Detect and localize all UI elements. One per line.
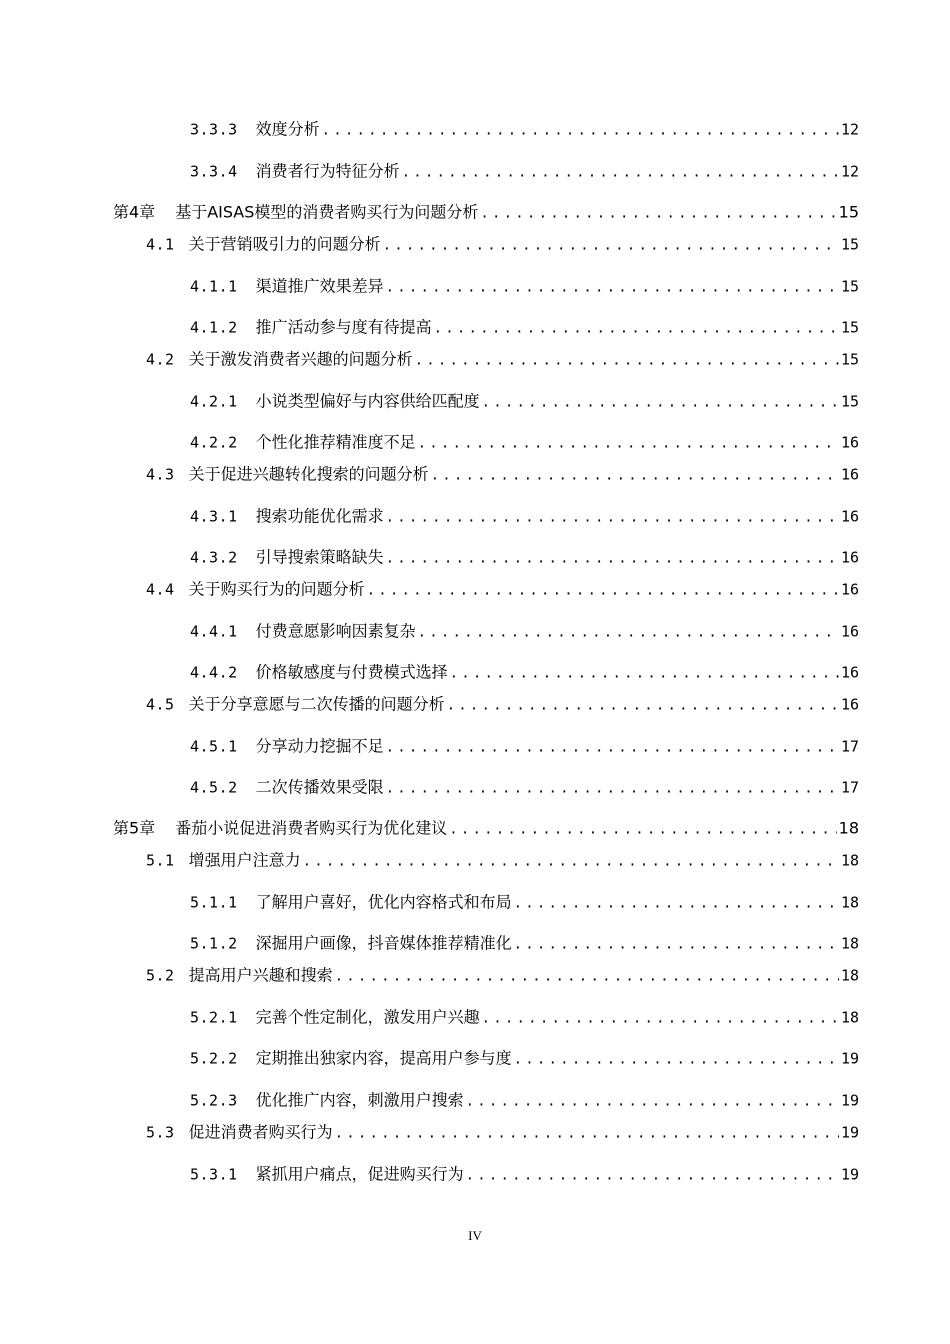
toc-entry-page-number: 18	[838, 818, 859, 838]
dot-leader	[386, 738, 839, 758]
toc-subsection-entry[interactable]	[190, 277, 859, 298]
toc-entry-number: 3.3.4	[190, 162, 238, 181]
toc-entry-page-number: 18	[840, 893, 859, 912]
dot-leader	[335, 967, 839, 987]
toc-chapter-entry[interactable]	[113, 819, 859, 840]
dot-leader	[386, 278, 839, 298]
dot-leader	[450, 664, 839, 684]
toc-subsection-entry[interactable]	[190, 162, 859, 183]
toc-entry-title: 分享动力挖掘不足	[255, 736, 384, 756]
toc-entry-number: 5.3.1	[190, 1165, 238, 1184]
toc-subsection-entry[interactable]	[190, 392, 859, 413]
toc-entry-title: 推广活动参与度有待提高	[255, 317, 432, 337]
toc-subsection-entry[interactable]	[190, 622, 859, 643]
toc-entry-number: 5.1.1	[190, 893, 238, 912]
dot-leader	[482, 393, 839, 413]
toc-entry-number: 4.5	[146, 695, 175, 714]
dot-leader	[466, 1166, 839, 1186]
toc-entry-page-number: 16	[840, 548, 859, 567]
toc-entry-title: 紧抓用户痛点，促进购买行为	[255, 1164, 464, 1184]
toc-entry-page-number: 19	[840, 1165, 859, 1184]
toc-entry-title: 关于促进兴趣转化搜索的问题分析	[188, 464, 429, 484]
toc-entry-title: 关于激发消费者兴趣的问题分析	[188, 349, 413, 369]
toc-subsection-entry[interactable]	[190, 737, 859, 758]
toc-entry-page-number: 16	[840, 580, 859, 599]
toc-entry-number: 第4章	[113, 202, 156, 222]
toc-entry-page-number: 18	[840, 1008, 859, 1027]
toc-entry-number: 4.2.1	[190, 392, 238, 411]
dot-leader	[386, 779, 839, 799]
dot-leader	[335, 1124, 839, 1144]
dot-leader	[383, 236, 839, 256]
toc-entry-title: 渠道推广效果差异	[255, 276, 384, 296]
toc-subsection-entry[interactable]	[190, 507, 859, 528]
toc-entry-page-number: 15	[840, 235, 859, 254]
toc-entry-page-number: 15	[840, 277, 859, 296]
toc-entry-page-number: 16	[840, 433, 859, 452]
dot-leader	[322, 121, 839, 141]
toc-entry-title: 提高用户兴趣和搜索	[188, 965, 333, 985]
toc-entry-title: 基于AISAS模型的消费者购买行为问题分析	[175, 202, 479, 222]
toc-entry-title: 增强用户注意力	[188, 850, 301, 870]
toc-entry-title: 小说类型偏好与内容供给匹配度	[255, 391, 480, 411]
toc-subsection-entry[interactable]	[190, 934, 859, 955]
toc-entry-page-number: 16	[840, 465, 859, 484]
toc-entry-title: 效度分析	[255, 119, 320, 139]
toc-entry-number: 4.4.1	[190, 622, 238, 641]
dot-leader	[367, 581, 839, 601]
toc-entry-number: 4.5.2	[190, 778, 238, 797]
toc-section-entry[interactable]	[146, 695, 859, 716]
toc-section-entry[interactable]	[146, 851, 859, 872]
dot-leader	[386, 549, 839, 569]
toc-entry-number: 4.3	[146, 465, 175, 484]
toc-subsection-entry[interactable]	[190, 1008, 859, 1029]
toc-entry-title: 付费意愿影响因素复杂	[255, 621, 416, 641]
dot-leader	[418, 434, 839, 454]
toc-entry-number: 第5章	[113, 818, 156, 838]
toc-entry-number: 4.5.1	[190, 737, 238, 756]
toc-subsection-entry[interactable]	[190, 1049, 859, 1070]
toc-entry-title: 搜索功能优化需求	[255, 506, 384, 526]
dot-leader	[449, 820, 836, 840]
toc-section-entry[interactable]	[146, 580, 859, 601]
page-number: IV	[468, 1228, 482, 1243]
toc-entry-page-number: 18	[840, 934, 859, 953]
toc-entry-page-number: 17	[840, 778, 859, 797]
toc-section-entry[interactable]	[146, 966, 859, 987]
toc-subsection-entry[interactable]	[190, 663, 859, 684]
toc-subsection-entry[interactable]	[190, 548, 859, 569]
dot-leader	[434, 319, 839, 339]
toc-entry-page-number: 12	[840, 120, 859, 139]
toc-entry-title: 定期推出独家内容，提高用户参与度	[255, 1048, 512, 1068]
toc-entry-page-number: 17	[840, 737, 859, 756]
toc-entry-page-number: 15	[840, 350, 859, 369]
dot-leader	[447, 696, 839, 716]
toc-entry-page-number: 19	[840, 1091, 859, 1110]
toc-entry-title: 消费者行为特征分析	[255, 161, 400, 181]
dot-leader	[482, 1009, 839, 1029]
toc-entry-title: 价格敏感度与付费模式选择	[255, 662, 448, 682]
dot-leader	[415, 351, 839, 371]
toc-entry-title: 关于分享意愿与二次传播的问题分析	[188, 694, 445, 714]
toc-entry-number: 5.2	[146, 966, 175, 985]
toc-entry-number: 4.2	[146, 350, 175, 369]
toc-entry-title: 引导搜索策略缺失	[255, 547, 384, 567]
toc-entry-title: 个性化推荐精准度不足	[255, 432, 416, 452]
toc-entry-page-number: 19	[840, 1049, 859, 1068]
toc-entry-number: 4.1.1	[190, 277, 238, 296]
toc-subsection-entry[interactable]	[190, 1091, 859, 1112]
toc-subsection-entry[interactable]	[190, 433, 859, 454]
toc-entry-number: 5.2.3	[190, 1091, 238, 1110]
toc-entry-page-number: 16	[840, 622, 859, 641]
toc-entry-title: 促进消费者购买行为	[188, 1122, 333, 1142]
dot-leader	[480, 204, 836, 224]
toc-entry-title: 完善个性定制化，激发用户兴趣	[255, 1007, 480, 1027]
dot-leader	[303, 852, 839, 872]
toc-subsection-entry[interactable]	[190, 318, 859, 339]
toc-entry-page-number: 12	[840, 162, 859, 181]
toc-entry-number: 4.4	[146, 580, 175, 599]
toc-subsection-entry[interactable]	[190, 778, 859, 799]
toc-entry-title: 深掘用户画像，抖音媒体推荐精准化	[255, 933, 512, 953]
toc-entry-number: 5.1.2	[190, 934, 238, 953]
toc-entry-page-number: 15	[838, 202, 859, 222]
toc-entry-number: 5.1	[146, 851, 175, 870]
toc-entry-page-number: 18	[840, 966, 859, 985]
toc-entry-page-number: 16	[840, 663, 859, 682]
dot-leader	[514, 894, 839, 914]
toc-entry-number: 3.3.3	[190, 120, 238, 139]
dot-leader	[402, 163, 839, 183]
toc-entry-number: 4.1	[146, 235, 175, 254]
dot-leader	[514, 935, 839, 955]
toc-entry-title: 关于购买行为的问题分析	[188, 579, 365, 599]
dot-leader	[418, 623, 839, 643]
toc-entry-page-number: 16	[840, 507, 859, 526]
dot-leader	[514, 1050, 839, 1070]
toc-section-entry[interactable]	[146, 350, 859, 371]
toc-entry-page-number: 19	[840, 1123, 859, 1142]
toc-entry-number: 4.3.2	[190, 548, 238, 567]
toc-section-entry[interactable]	[146, 465, 859, 486]
toc-entry-title: 二次传播效果受限	[255, 777, 384, 797]
toc-entry-title: 番茄小说促进消费者购买行为优化建议	[175, 818, 448, 838]
toc-section-entry[interactable]	[146, 235, 859, 256]
toc-entry-title: 优化推广内容，刺激用户搜索	[255, 1090, 464, 1110]
toc-subsection-entry[interactable]	[190, 1165, 859, 1186]
toc-chapter-entry[interactable]	[113, 203, 859, 224]
toc-entry-number: 4.1.2	[190, 318, 238, 337]
toc-entry-title: 关于营销吸引力的问题分析	[188, 234, 381, 254]
toc-entry-number: 5.2.1	[190, 1008, 238, 1027]
dot-leader	[466, 1092, 839, 1112]
toc-subsection-entry[interactable]	[190, 893, 859, 914]
toc-section-entry[interactable]	[146, 1123, 859, 1144]
toc-entry-page-number: 18	[840, 851, 859, 870]
toc-entry-page-number: 15	[840, 392, 859, 411]
toc-entry-page-number: 16	[840, 695, 859, 714]
toc-entry-title: 了解用户喜好，优化内容格式和布局	[255, 892, 512, 912]
toc-entry-number: 5.2.2	[190, 1049, 238, 1068]
dot-leader	[431, 466, 839, 486]
toc-entry-page-number: 15	[840, 318, 859, 337]
toc-entry-number: 4.4.2	[190, 663, 238, 682]
dot-leader	[386, 508, 839, 528]
toc-entry-number: 5.3	[146, 1123, 175, 1142]
toc-entry-number: 4.2.2	[190, 433, 238, 452]
toc-entry-number: 4.3.1	[190, 507, 238, 526]
toc-subsection-entry[interactable]	[190, 120, 859, 141]
